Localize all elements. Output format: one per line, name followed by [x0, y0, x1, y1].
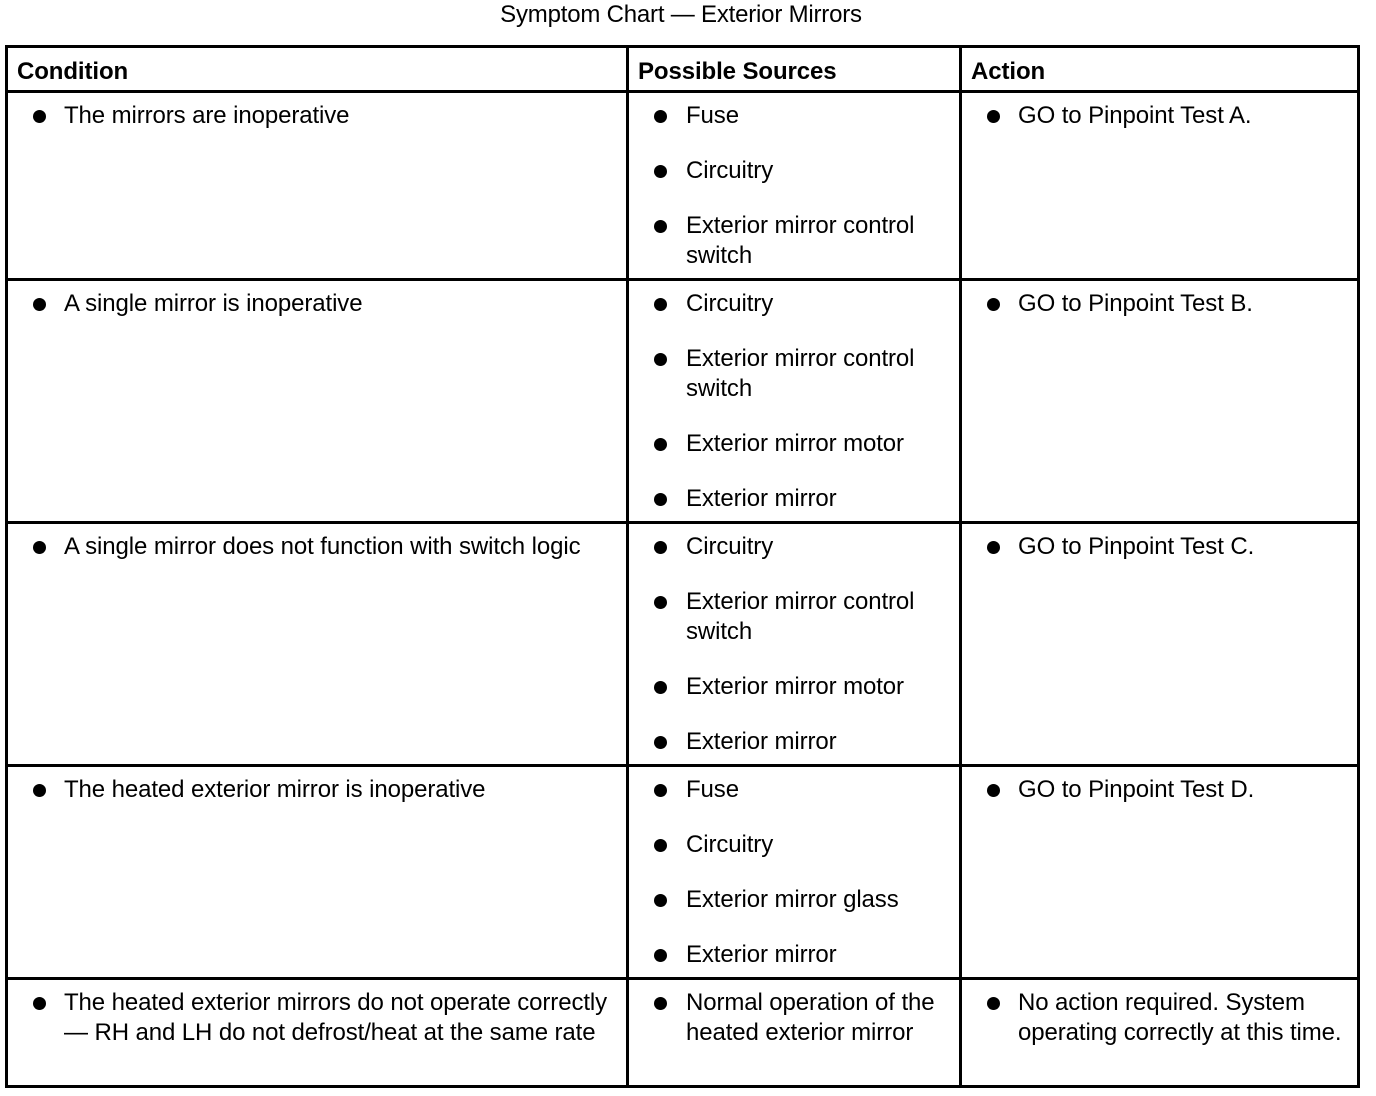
source-text: Exterior mirror motor	[686, 673, 904, 700]
list-item	[629, 775, 959, 805]
source-text: Exterior mirror glass	[686, 886, 899, 913]
list-item	[629, 727, 959, 757]
table-row	[7, 92, 1359, 280]
bullet-icon	[654, 541, 667, 554]
action-text: GO to Pinpoint Test A.	[1018, 102, 1252, 129]
action-cell	[961, 523, 1359, 766]
bullet-icon	[654, 220, 667, 233]
bullet-icon	[654, 894, 667, 907]
list-item	[629, 940, 959, 970]
header-action: Action	[961, 47, 1359, 92]
condition-cell	[7, 280, 628, 523]
list-item	[629, 587, 959, 647]
sources-cell	[628, 523, 961, 766]
bullet-icon	[987, 784, 1000, 797]
sources-cell	[628, 92, 961, 280]
list-item	[8, 101, 626, 131]
list-item	[629, 484, 959, 514]
bullet-icon	[654, 949, 667, 962]
source-text: Circuitry	[686, 290, 774, 317]
list-item	[629, 830, 959, 860]
list-item	[962, 988, 1357, 1048]
bullet-icon	[654, 298, 667, 311]
condition-text: A single mirror is inoperative	[64, 290, 363, 317]
source-text: Fuse	[686, 102, 739, 129]
list-item	[629, 211, 959, 271]
bullet-icon	[33, 997, 46, 1010]
source-text: Exterior mirror	[686, 485, 837, 512]
source-text: Circuitry	[686, 533, 774, 560]
table-row	[7, 523, 1359, 766]
bullet-icon	[987, 541, 1000, 554]
list-item	[8, 532, 626, 562]
bullet-icon	[33, 298, 46, 311]
list-item	[962, 289, 1357, 319]
header-possible-sources: Possible Sources	[628, 47, 961, 92]
condition-cell	[7, 92, 628, 280]
bullet-icon	[654, 165, 667, 178]
list-item	[629, 532, 959, 562]
bullet-icon	[33, 784, 46, 797]
condition-cell	[7, 766, 628, 979]
table-row	[7, 979, 1359, 1087]
source-text: Normal operation of the heated exterior mirror	[686, 989, 935, 1046]
condition-text: The heated exterior mirror is inoperative	[64, 776, 486, 803]
bullet-icon	[654, 493, 667, 506]
action-cell	[961, 979, 1359, 1087]
action-cell	[961, 280, 1359, 523]
condition-cell	[7, 979, 628, 1087]
condition-text: The mirrors are inoperative	[64, 102, 350, 129]
source-text: Fuse	[686, 776, 739, 803]
list-item	[8, 988, 626, 1048]
bullet-icon	[654, 353, 667, 366]
source-text: Exterior mirror	[686, 728, 837, 755]
header-row	[7, 47, 1359, 92]
list-item	[629, 344, 959, 404]
bullet-icon	[654, 784, 667, 797]
action-text: No action required. System operating correctly at this time.	[1018, 989, 1342, 1046]
bullet-icon	[33, 541, 46, 554]
source-text: Exterior mirror control switch	[686, 588, 915, 645]
action-text: GO to Pinpoint Test B.	[1018, 290, 1253, 317]
list-item	[962, 532, 1357, 562]
bullet-icon	[654, 110, 667, 123]
list-item	[629, 988, 959, 1048]
bullet-icon	[654, 681, 667, 694]
bullet-icon	[654, 997, 667, 1010]
sources-cell	[628, 280, 961, 523]
header-condition: Condition	[7, 47, 628, 92]
source-text: Circuitry	[686, 831, 774, 858]
table-row	[7, 766, 1359, 979]
condition-text: A single mirror does not function with switch logic	[64, 533, 581, 560]
sources-cell	[628, 979, 961, 1087]
bullet-icon	[654, 839, 667, 852]
list-item	[8, 775, 626, 805]
source-text: Circuitry	[686, 157, 774, 184]
symptom-table	[5, 45, 1360, 1088]
list-item	[629, 672, 959, 702]
condition-cell	[7, 523, 628, 766]
action-cell	[961, 766, 1359, 979]
table-row	[7, 280, 1359, 523]
bullet-icon	[654, 736, 667, 749]
source-text: Exterior mirror control switch	[686, 212, 915, 269]
chart-title: Symptom Chart — Exterior Mirrors	[500, 1, 862, 28]
source-text: Exterior mirror motor	[686, 430, 904, 457]
bullet-icon	[654, 596, 667, 609]
list-item	[629, 156, 959, 186]
bullet-icon	[987, 997, 1000, 1010]
bullet-icon	[987, 110, 1000, 123]
bullet-icon	[654, 438, 667, 451]
list-item	[629, 101, 959, 131]
list-item	[629, 289, 959, 319]
action-text: GO to Pinpoint Test C.	[1018, 533, 1255, 560]
bullet-icon	[987, 298, 1000, 311]
sources-cell	[628, 766, 961, 979]
list-item	[8, 289, 626, 319]
list-item	[962, 775, 1357, 805]
action-cell	[961, 92, 1359, 280]
list-item	[629, 429, 959, 459]
bullet-icon	[33, 110, 46, 123]
source-text: Exterior mirror control switch	[686, 345, 915, 402]
condition-text: The heated exterior mirrors do not operate correctly— RH and LH do not defrost/heat at the same rate	[64, 989, 608, 1046]
source-text: Exterior mirror	[686, 941, 837, 968]
list-item	[629, 885, 959, 915]
action-text: GO to Pinpoint Test D.	[1018, 776, 1255, 803]
list-item	[962, 101, 1357, 131]
